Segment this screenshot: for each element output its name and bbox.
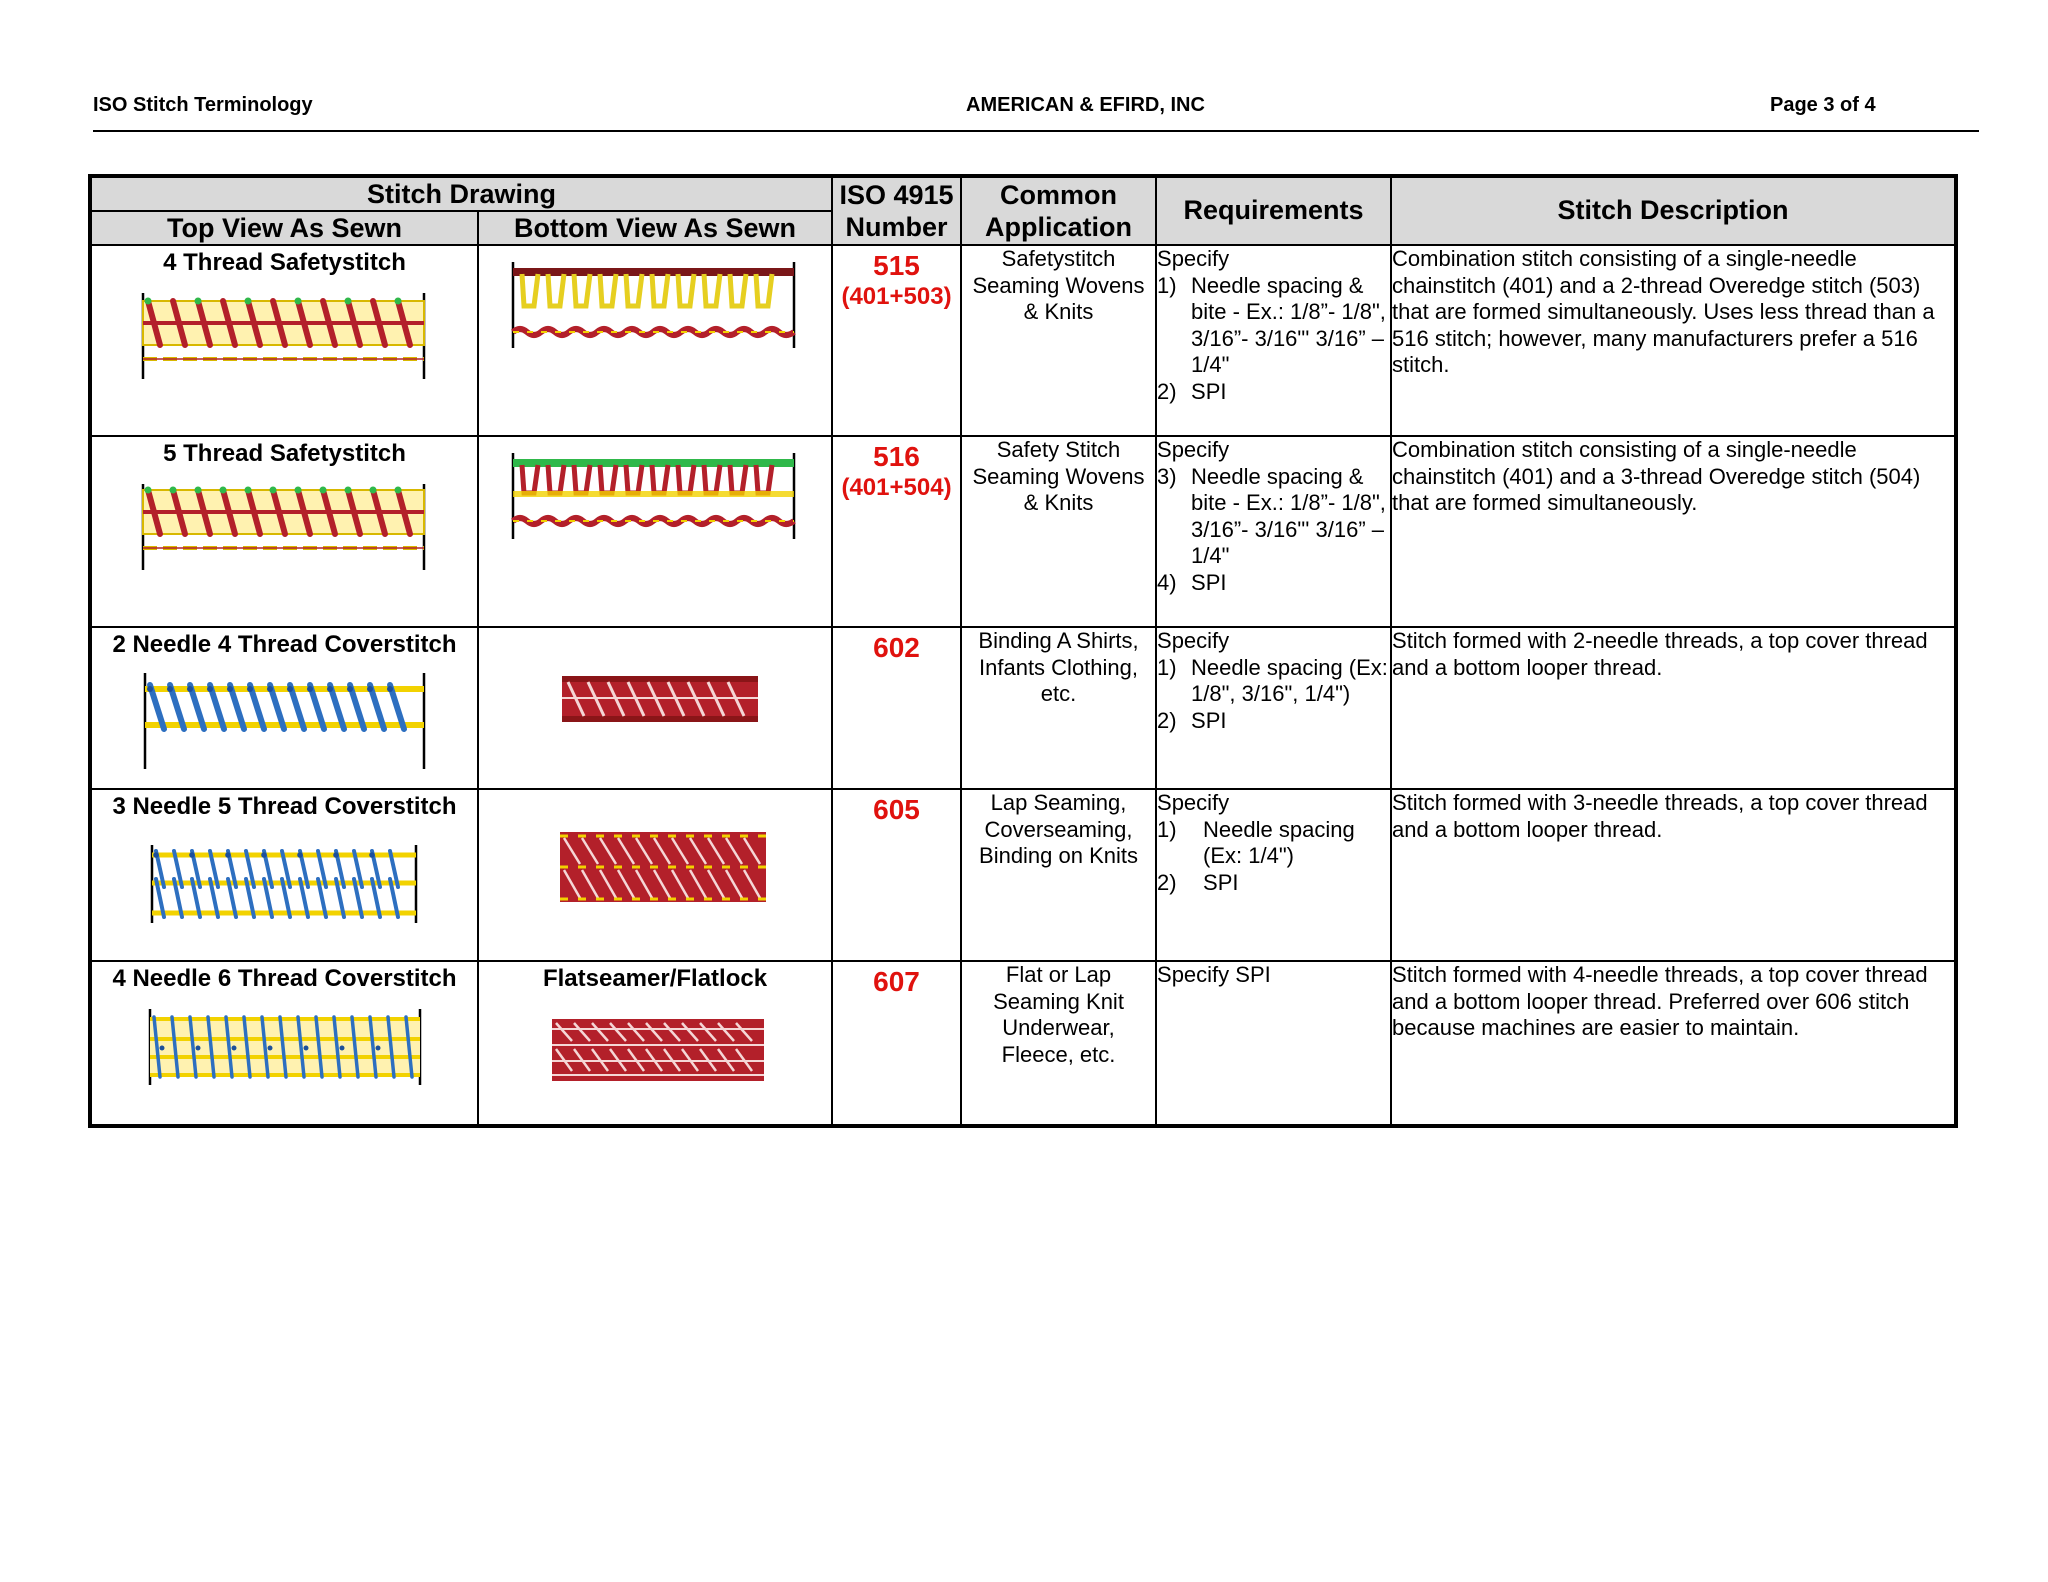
- page-number: Page 3 of 4: [1770, 94, 1876, 116]
- table-row: [90, 789, 1956, 961]
- requirements-cell: Specify 1) Needle spacing (Ex: 1/4") 2) SPI: [1156, 789, 1391, 961]
- requirements-cell: Specify 1) Needle spacing (Ex: 1/8", 3/16", 1/4") 2) SPI: [1156, 627, 1391, 789]
- table-row: [90, 245, 1956, 436]
- stitch-name: 4 Needle 6 Thread Coverstitch: [112, 965, 457, 992]
- description-cell: Combination stitch consisting of a single-needle chainstitch (401) and a 2-thread Overedge stitch (503) that are formed simultaneously. Uses less thread than a 516 stitch; however, many manufacturers prefer a 516 stitch.: [1391, 245, 1956, 436]
- header-requirements: Requirements: [1156, 176, 1391, 245]
- header-common-application: Common Application: [961, 176, 1156, 245]
- top-view-cell: [90, 245, 478, 436]
- description-cell: Stitch formed with 2-needle threads, a top cover thread and a bottom looper thread.: [1391, 627, 1956, 789]
- iso-number-cell: [832, 789, 961, 961]
- description-cell: Stitch formed with 4-needle threads, a top cover thread and a bottom looper thread. Preferred over 606 stitch because machines are easier to maintain.: [1391, 961, 1956, 1126]
- stitch-table: [88, 174, 1958, 1128]
- table-row: [90, 961, 1956, 1126]
- header-top-view: Top View As Sewn: [90, 211, 478, 245]
- iso-combination: (401+504): [841, 474, 952, 501]
- iso-number-cell: [832, 627, 961, 789]
- iso-number: 607: [873, 966, 920, 997]
- iso-number: 602: [873, 632, 920, 663]
- application-cell: Binding A Shirts, Infants Clothing, etc.: [961, 627, 1156, 789]
- stitch-name: 2 Needle 4 Thread Coverstitch: [112, 631, 457, 658]
- overedge-loops-red-icon: [510, 445, 800, 541]
- application-cell: Safetystitch Seaming Wovens & Knits: [961, 245, 1156, 436]
- header-iso-number: ISO 4915 Number: [832, 176, 961, 245]
- application-cell: Flat or Lap Seaming Knit Underwear, Fleece, etc.: [961, 961, 1156, 1126]
- stitch-name: 4 Thread Safetystitch: [163, 249, 406, 276]
- header-bottom-view: Bottom View As Sewn: [478, 211, 832, 245]
- top-view-cell: [90, 627, 478, 789]
- company-name: AMERICAN & EFIRD, INC: [966, 94, 1205, 116]
- top-view-cell: [90, 961, 478, 1126]
- table-row: [90, 627, 1956, 789]
- overedge-safety-5-icon: [140, 476, 430, 572]
- coverstitch-bottom-2-icon: [510, 656, 800, 760]
- iso-combination: (401+503): [841, 283, 952, 310]
- iso-number: 516: [873, 441, 920, 472]
- bottom-view-cell: [478, 436, 832, 627]
- bottom-view-title: Flatseamer/Flatlock: [542, 965, 768, 992]
- document-title: ISO Stitch Terminology: [93, 94, 313, 116]
- table-row: [90, 436, 1956, 627]
- top-view-cell: [90, 436, 478, 627]
- top-view-cell: [90, 789, 478, 961]
- requirements-cell: Specify 3) Needle spacing & bite - Ex.: 1/8”- 1/8", 3/16”- 3/16"' 3/16” – 1/4" 4) SPI: [1156, 436, 1391, 627]
- stitch-name: 5 Thread Safetystitch: [163, 440, 406, 467]
- application-cell: Safety Stitch Seaming Wovens & Knits: [961, 436, 1156, 627]
- iso-number: 515: [873, 250, 920, 281]
- iso-number-cell: [832, 245, 961, 436]
- coverstitch-3needle-icon: [140, 829, 430, 925]
- coverstitch-4needle-icon: [140, 1001, 430, 1087]
- description-cell: Combination stitch consisting of a single-needle chainstitch (401) and a 3-thread Overedge stitch (504) that are formed simultaneously.: [1391, 436, 1956, 627]
- application-cell: Lap Seaming, Coverseaming, Binding on Knits: [961, 789, 1156, 961]
- header-stitch-description: Stitch Description: [1391, 176, 1956, 245]
- description-cell: Stitch formed with 3-needle threads, a top cover thread and a bottom looper thread.: [1391, 789, 1956, 961]
- overedge-loops-yellow-icon: [510, 254, 800, 350]
- bottom-view-cell: [478, 789, 832, 961]
- coverstitch-2needle-icon: [140, 667, 430, 771]
- flatlock-bottom-icon: [510, 1007, 800, 1093]
- requirements-cell: Specify 1) Needle spacing & bite - Ex.: 1/8”- 1/8", 3/16”- 3/16"' 3/16” – 1/4" 2) SPI: [1156, 245, 1391, 436]
- requirements-cell: Specify SPI: [1156, 961, 1391, 1126]
- stitch-name: 3 Needle 5 Thread Coverstitch: [112, 793, 457, 820]
- bottom-view-cell: [478, 627, 832, 789]
- page-header: [93, 92, 1979, 132]
- iso-number-cell: [832, 436, 961, 627]
- overedge-safety-4-icon: [140, 285, 430, 381]
- coverstitch-bottom-3-icon: [510, 814, 800, 914]
- iso-number: 605: [873, 794, 920, 825]
- iso-number-cell: [832, 961, 961, 1126]
- bottom-view-cell: [478, 961, 832, 1126]
- bottom-view-cell: [478, 245, 832, 436]
- header-stitch-drawing: Stitch Drawing: [90, 176, 832, 211]
